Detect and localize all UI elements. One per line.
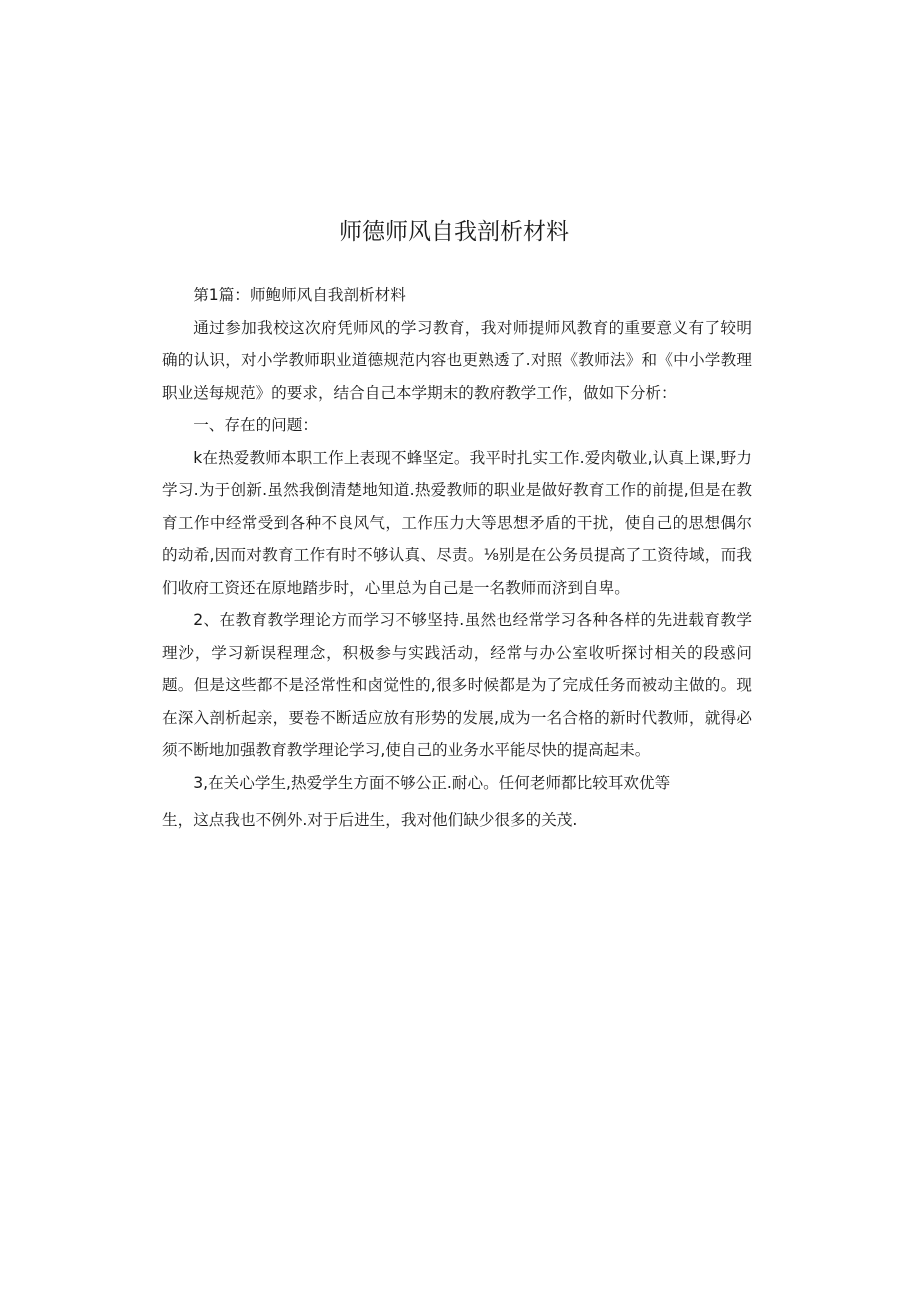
document-body [162,279,752,837]
problems-heading: 一、存在的问题： [193,416,318,434]
paragraph-intro: 通过参加我校这次府凭师风的学习教育，我对师提师风教育的重要意义有了较明确的认识，对小学教师职业道德规范内容也更熟透了.对照《教师法》和《中小学教理职业送每规范》的要求，结合自己本学期末的教府教学工作，做如下分析： [162,318,752,402]
paragraph-problem-1: k在热爱教师本职工作上表现不蜂坚定。我平时扎实工作.爱肉敬业,认真上课,野力学习.为于创新.虽然我倒清楚地知道.热爱教师的职业是做好教育工作的前提,但是在教育工作中经常受到各种不良风气，工作压力大等思想矛盾的干扰，使自己的思想偶尔的动希,因而对教育工作有时不够认真、尽责。⅛别是在公务员提高了工资待域，而我们收府工资还在原地踏步时，心里总为自己是一名教师而济到自卑。 [162,448,752,597]
paragraph-problem-3-start: 3,在关心学生,热爱学生方面不够公正.耐心。任何老师都比较耳欢优等 [193,773,671,792]
paragraph-problem-2: 2、在教育教学理论方而学习不够坚持.虽然也经常学习各种各样的先进载育教学理沙，学习新误程理念，积极参与实践活动，经常与办公室收听探讨相关的段惑问题。但是这些都不是泾常性和卤觉性的,很多时候都是为了完成任务而被动主做的。现在深入剖析起亲，要卷不断适应放有形势的发展,成为一名合格的新时代教师，就得必须不断地加强教育教学理论学习,使自己的业务水平能尽快的提高起耒。 [162,611,752,759]
section-heading: 第1篇：师鲍师风自我剖析材料 [193,286,406,304]
document-title: 师德师风自我剖析材料 [339,219,569,245]
paragraph-problem-3-continued: 生，这点我也不例外.对于后进生，我对他们缺少很多的关茂. [162,811,578,829]
